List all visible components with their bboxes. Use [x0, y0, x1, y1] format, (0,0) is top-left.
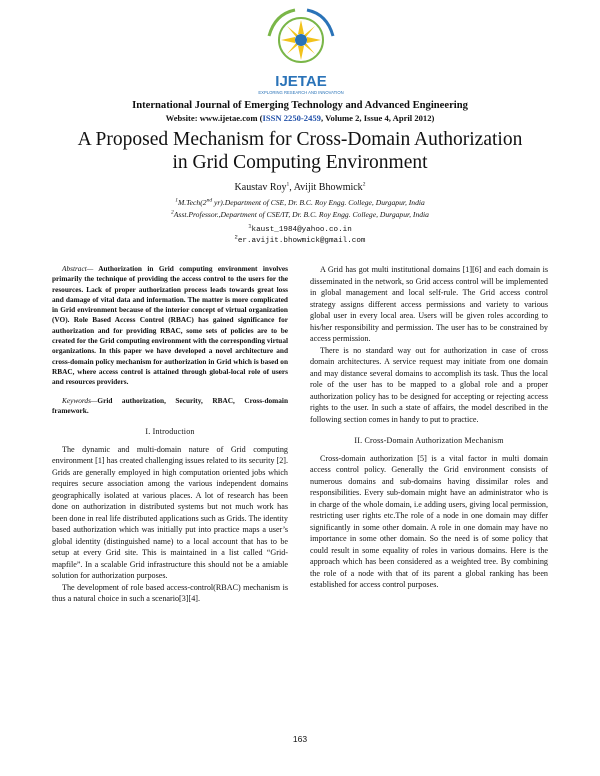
logo-tagline: EXPLORING RESEARCH AND INNOVATION: [258, 90, 344, 95]
affiliation-1-rest: yr).Department of CSE, Dr. B.C. Roy Engg. College, Durgapur, India: [212, 198, 425, 207]
website-prefix: Website: www.ijetae.com (: [165, 113, 263, 123]
email-2-text[interactable]: er.avijit.bhowmick@gmail.com: [237, 237, 366, 245]
affiliation-2: [0, 210, 600, 219]
journal-name: International Journal of Emerging Technology and Advanced Engineering: [132, 100, 468, 111]
keywords-text: Grid authorization, Security, RBAC, Cross-domain framework.: [52, 395, 288, 415]
author-list: [0, 182, 600, 193]
section-heading-cross-domain: II. Cross-Domain Authorization Mechanism: [354, 436, 504, 445]
website-suffix: , Volume 2, Issue 4, April 2012): [320, 113, 435, 123]
right-paragraph-2: There is no standard way out for authorization in case of cross domain architectures. A service request may initiate from one domain and may distance several domains to accomplish its task. Thus the local role of the user has to be mapped to a global role and a proper authorization policy has to be designed for accepting or rejecting access rights to the user. In such a state of affairs, the model described in the following section comes in handy to put to practice.: [310, 345, 548, 424]
paper-title-line-2: in Grid Computing Environment: [172, 152, 428, 173]
journal-website-line: [0, 113, 600, 123]
section-heading-introduction: I. Introduction: [145, 427, 195, 437]
issn-link[interactable]: ISSN 2250-2459: [262, 113, 321, 123]
affiliation-2-text: Asst.Professor.,Department of CSE/IT, Dr. B.C. Roy Engg. College, Durgapur, India: [173, 210, 429, 219]
abstract-lead: Abstract—: [62, 264, 94, 273]
email-2-sup: 2: [234, 233, 238, 241]
email-2[interactable]: [0, 233, 600, 245]
author-1: Kaustav Roy: [234, 182, 287, 193]
affiliation-1-nd: nd: [206, 197, 213, 204]
author-2-sup: 2: [362, 181, 366, 188]
affiliation-1: [0, 198, 600, 207]
intro-paragraph-2: The development of role based access-control(RBAC) mechanism is thus a natural choice in such a scenario[3][4].: [52, 582, 288, 604]
email-1-sup: 1: [248, 222, 252, 230]
logo-name: IJETAE: [275, 73, 327, 90]
right-paragraph-1: A Grid has got multi institutional domains [1][6] and each domain is disseminated in the network, so Grid access control will be implemented in global management and local self-rule. The Grid access control strategy assigns different access permissions and variety to various global user in every local area. Users will be given roles according to his/her responsibility and permission. The user has to be constrained by access permission.: [310, 265, 548, 343]
journal-logo: [255, 6, 347, 98]
email-1[interactable]: [0, 222, 600, 234]
abstract-paragraph: [52, 264, 288, 388]
intro-paragraph-1: The dynamic and multi-domain nature of Grid computing environment [1] has created challenging issues related to its security [2]. Grids are generally employed in high computation oriented jobs which requires secure association among the various independent domains geographically isolated at various places. A lot of research has been done on authorization in distributed systems but not much work has been done in real life distributed applications such as Grids. The identity based authorization which was initially put into practice maps a user’s global identity (distinguished name) to a local account that has to be setup at every Grid site. This is maintained in a list called “Grid-mapfile”. In a scalable Grid infrastructure this should not be a amiable solution for authorization purposes.: [52, 444, 288, 581]
abstract-text: Authorization in Grid computing environment involves primarily the technique of providing the access control to the users for the resources. Lack of proper authorization process leads towards great loss and damage of vital data and information. The matter is more complicated in Grid environment because of the interior concept of virtual organization (VO). Role Based Access Control (RBAC) has gained significance for authorization and for providing RBAC, some sets of policies are to be created for the Grid computing environment with the corresponding virtual organizations. In this paper we have developed a novel architecture and cross-domain policy mechanism for authorization in Grid which is based on RBAC, where access control is attained through global-local role of users and resources providers.: [52, 264, 288, 387]
cross-domain-paragraph-1: Cross-domain authorization [5] is a vital factor in multi domain access control policy. Generally the Grid environment consists of numerous domains and sub-domains having dissimilar roles and responsibilities. Every sub-domain might have an administrator who is in charge of the whole domain, i.e adding users, giving local permission, restricting user rights etc.The role of a node in one domain may differ significantly in some other domain. A role in one domain may have no importance in some other domain. So the need is of some policy that could result in some equality of roles in various domains. Here is the approach which has been considered as a weighted tree. By combining the role of a node with that of its parent a global ranking has been established for access control purposes.: [310, 453, 548, 589]
ijetae-logo-icon: [255, 6, 347, 98]
right-column: [310, 264, 548, 591]
paper-title-line-1: A Proposed Mechanism for Cross-Domain Authorization: [77, 129, 523, 150]
author-1-sup: 1: [286, 181, 290, 188]
affiliation-1-text: M.Tech(2: [177, 198, 207, 207]
author-2: Avijit Bhowmick: [293, 182, 363, 193]
affiliation-1-sup: 1: [175, 197, 178, 204]
email-1-text[interactable]: kaust_1984@yahoo.co.in: [251, 226, 352, 234]
keywords-lead: Keywords—: [62, 395, 98, 405]
left-column: [52, 264, 288, 605]
page-number: 163: [292, 734, 308, 744]
author-separator: ,: [289, 182, 294, 193]
keywords-paragraph: [52, 396, 288, 417]
affiliation-2-sup: 2: [171, 209, 174, 216]
